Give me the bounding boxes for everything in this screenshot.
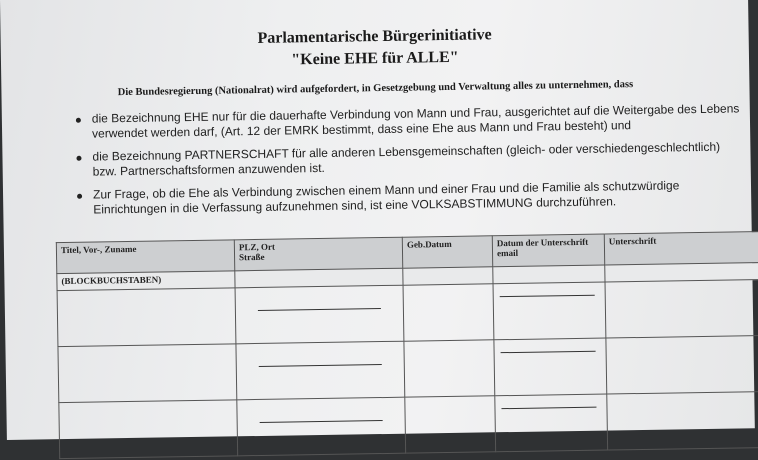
- header-plz-strasse: PLZ, Ort Straße: [234, 237, 402, 271]
- demand-text: die Bezeichnung EHE nur für die dauerhafte Verbindung von Mann und Frau, ausgerichtet auf die Weitergabe des Lebens verwendet werden darf, (Art. 12 der EMRK bestimmt, dass eine Ehe aus Mann und Frau besteht) und: [91, 101, 740, 141]
- date-line: [501, 407, 596, 409]
- document-subtitle: "Keine EHE für ALLE": [291, 48, 459, 69]
- table-row: [59, 391, 758, 458]
- name-cell[interactable]: [58, 344, 237, 403]
- address-cell[interactable]: [237, 397, 406, 456]
- date-email-cell[interactable]: [493, 282, 606, 340]
- table-cell: [493, 265, 605, 284]
- address-line: [260, 420, 383, 423]
- birthdate-cell[interactable]: [404, 340, 495, 397]
- header-unterschrift: Unterschrift: [604, 231, 758, 265]
- header-geb-datum: Geb.Datum: [402, 236, 492, 268]
- birthdate-cell[interactable]: [403, 284, 494, 341]
- table-cell: [403, 267, 493, 285]
- signature-cell[interactable]: [606, 335, 758, 394]
- date-email-cell[interactable]: [494, 338, 607, 396]
- demand-item: [74, 101, 744, 142]
- date-line: [500, 295, 595, 297]
- bullet-dot-icon: [76, 156, 81, 161]
- demand-text: Zur Frage, ob die Ehe als Verbindung zwischen einem Mann und einer Frau und die Familie als schutzwürdige Einrichtungen in die Verfassung aufzunehmen sind, ist eine VOLKSABSTIMMUNG durchzuführen.: [92, 178, 680, 217]
- address-line: [258, 308, 381, 311]
- name-cell[interactable]: [59, 400, 238, 459]
- demand-item: [75, 177, 745, 218]
- signature-table: [56, 231, 758, 459]
- signature-cell[interactable]: [607, 391, 758, 450]
- intro-text: Die Bundesregierung (Nationalrat) wird aufgefordert, in Gesetzgebung und Verwaltung alles zu unternehmen, dass: [117, 79, 634, 99]
- signature-cell[interactable]: [605, 279, 758, 338]
- address-cell[interactable]: [236, 341, 405, 400]
- birthdate-cell[interactable]: [405, 396, 496, 453]
- demand-item: [74, 139, 744, 180]
- bullet-dot-icon: [77, 194, 82, 199]
- bullet-dot-icon: [76, 118, 81, 123]
- date-line: [501, 351, 596, 353]
- name-cell[interactable]: [57, 288, 236, 347]
- address-cell[interactable]: [235, 285, 404, 344]
- address-line: [259, 364, 382, 367]
- demand-text: die Bezeichnung PARTNERSCHAFT für alle anderen Lebensgemeinschaften (gleich- oder verschiedengeschlechtlich) bzw. Partnerschaftsformen anzuwenden ist.: [92, 139, 721, 179]
- blockletters-label: (BLOCKBUCHSTABEN): [57, 271, 235, 291]
- demands-list: [74, 101, 746, 226]
- header-datum-email: Datum der Unterschrift email: [492, 234, 604, 267]
- document-title: Parlamentarische Bürgerinitiative: [257, 26, 492, 47]
- header-name: Titel, Vor-, Zuname: [56, 240, 234, 274]
- date-email-cell[interactable]: [495, 394, 608, 452]
